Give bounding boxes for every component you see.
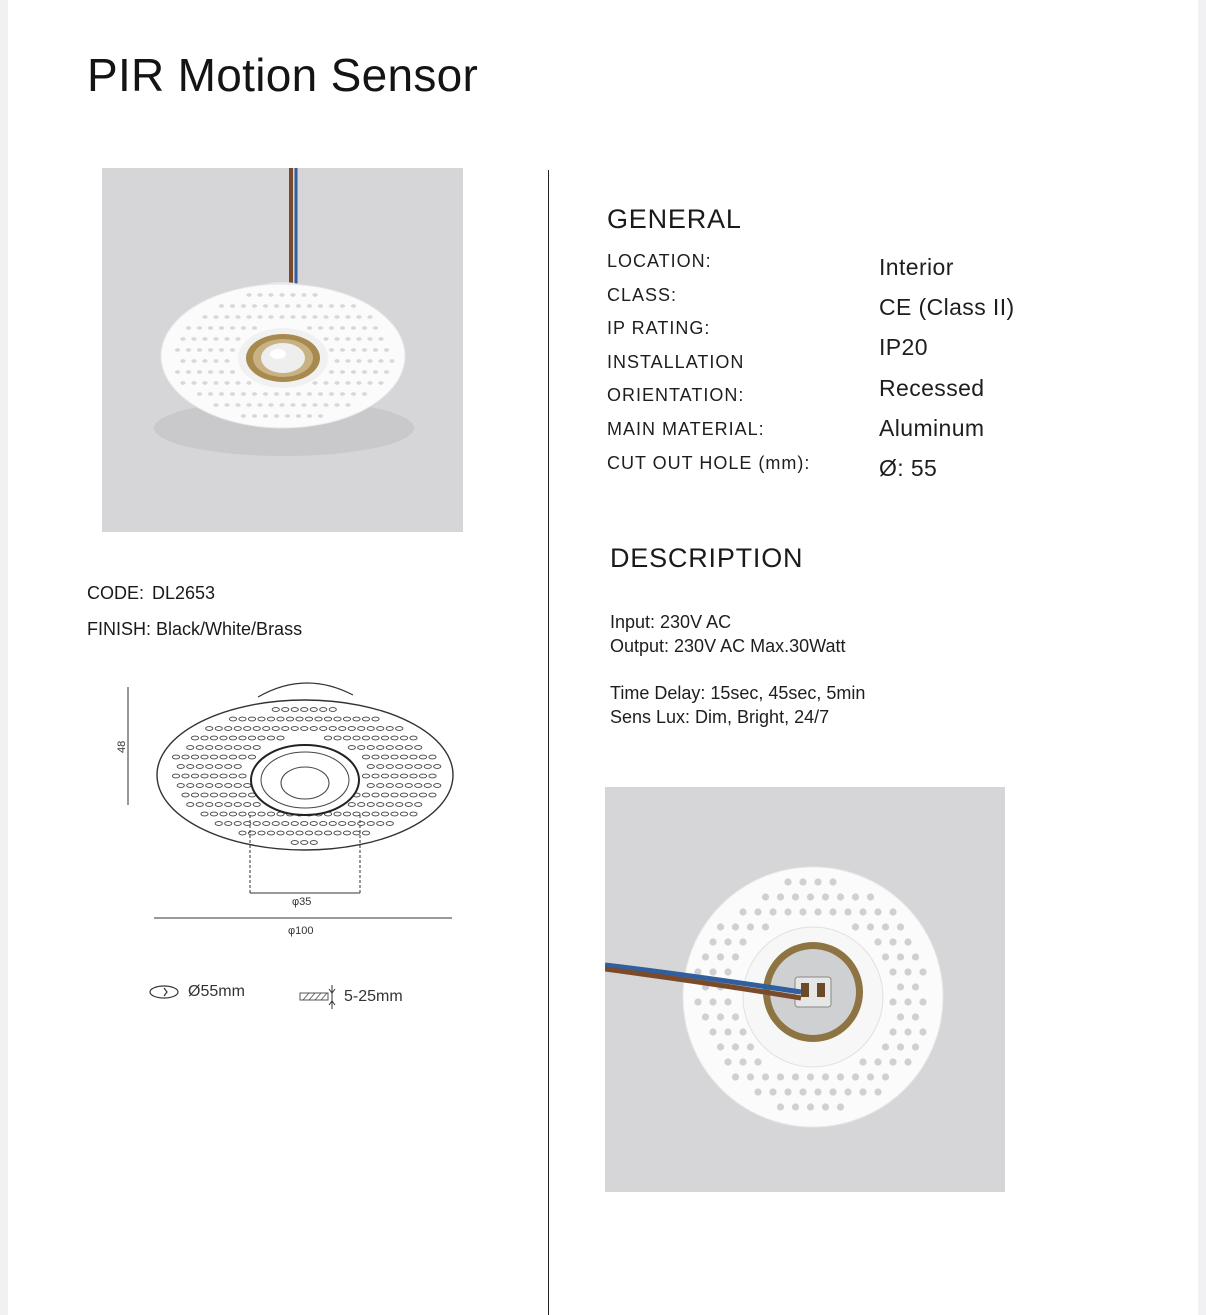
perforation-hole xyxy=(799,1088,806,1095)
perforation-hole xyxy=(822,1073,829,1080)
perforation-hole xyxy=(739,938,746,945)
perforation-hole xyxy=(732,953,739,960)
perforation-hole xyxy=(874,908,881,915)
perforation-hole xyxy=(290,403,295,407)
spec-value-class: CE (Class II) xyxy=(879,294,1015,321)
perforation-hole xyxy=(268,403,273,407)
perforation-hole xyxy=(717,1043,724,1050)
perforation-hole xyxy=(882,923,889,930)
perforation-hole xyxy=(246,293,251,297)
perforation-hole xyxy=(356,359,361,363)
perforation-hole xyxy=(334,337,339,341)
perforation-hole xyxy=(777,1103,784,1110)
perforation-hole xyxy=(867,923,874,930)
perforation-hole xyxy=(777,893,784,900)
perforation-hole xyxy=(340,348,345,352)
perforation-hole xyxy=(709,938,716,945)
perforation-hole xyxy=(867,1073,874,1080)
technical-drawing xyxy=(108,675,468,940)
perforation-hole xyxy=(837,1073,844,1080)
perforation-hole xyxy=(263,414,268,418)
perforation-hole xyxy=(904,1028,911,1035)
perforation-hole xyxy=(340,370,345,374)
perforation-hole xyxy=(724,1028,731,1035)
perforation-hole xyxy=(709,968,716,975)
perforation-hole xyxy=(257,403,262,407)
perforation-hole xyxy=(329,326,334,330)
perforation-hole xyxy=(378,359,383,363)
finish-value: Black/White/Brass xyxy=(156,619,303,639)
perforation-hole xyxy=(904,938,911,945)
perforation-hole xyxy=(323,403,328,407)
perforation-hole xyxy=(912,1013,919,1020)
perforation-hole xyxy=(367,337,372,341)
perforation-hole xyxy=(279,403,284,407)
perforation-hole xyxy=(362,370,367,374)
page-title: PIR Motion Sensor xyxy=(87,49,479,101)
perforation-hole xyxy=(296,392,301,396)
perforation-hole xyxy=(345,381,350,385)
perforation-hole xyxy=(312,293,317,297)
perforation-hole xyxy=(191,337,196,341)
perforation-hole xyxy=(378,381,383,385)
cutout-legend-label: Ø55mm xyxy=(188,983,245,1000)
perforation-hole xyxy=(373,326,378,330)
perforation-hole xyxy=(230,392,235,396)
perforation-hole xyxy=(769,1088,776,1095)
perforation-hole xyxy=(191,359,196,363)
perforation-hole xyxy=(362,326,367,330)
perforation-hole xyxy=(219,304,224,308)
perforation-hole xyxy=(717,1013,724,1020)
perforation-hole xyxy=(919,968,926,975)
perforation-hole xyxy=(246,315,251,319)
perforation-hole xyxy=(257,315,262,319)
perforation-hole xyxy=(285,304,290,308)
perforation-hole xyxy=(384,370,389,374)
perforation-hole xyxy=(329,348,334,352)
perforation-hole xyxy=(351,304,356,308)
perforation-hole xyxy=(307,392,312,396)
perforation-hole xyxy=(844,908,851,915)
perforation-hole xyxy=(219,392,224,396)
description-sens-lux: Sens Lux: Dim, Bright, 24/7 xyxy=(610,707,830,727)
column-divider xyxy=(548,170,549,1315)
perforation-hole xyxy=(762,923,769,930)
perforation-hole xyxy=(175,348,180,352)
perforation-hole xyxy=(180,359,185,363)
perforation-hole xyxy=(202,337,207,341)
perforation-hole xyxy=(897,1013,904,1020)
perforation-hole xyxy=(882,1043,889,1050)
perforation-hole xyxy=(822,893,829,900)
perforation-hole xyxy=(777,1073,784,1080)
perforation-hole xyxy=(252,326,257,330)
outer-diameter-label: φ100 xyxy=(288,925,314,937)
perforation-hole xyxy=(912,953,919,960)
perforation-hole xyxy=(356,381,361,385)
product-photo-back xyxy=(605,787,1005,1192)
perforation-hole xyxy=(724,938,731,945)
perforation-hole xyxy=(252,414,257,418)
perforation-hole xyxy=(340,304,345,308)
perforation-hole xyxy=(230,348,235,352)
perforation-hole xyxy=(852,1073,859,1080)
perforation-hole xyxy=(784,1088,791,1095)
perforation-hole xyxy=(747,923,754,930)
perforation-hole xyxy=(807,1103,814,1110)
perforation-hole xyxy=(213,359,218,363)
description-output: Output: 230V AC Max.30Watt xyxy=(610,636,846,656)
perforation-hole xyxy=(219,370,224,374)
perforation-hole xyxy=(312,381,317,385)
perforation-hole xyxy=(230,326,235,330)
perforation-hole xyxy=(709,998,716,1005)
perforation-hole xyxy=(224,403,229,407)
perforation-hole xyxy=(852,923,859,930)
perforation-hole xyxy=(318,326,323,330)
perforation-hole xyxy=(747,1073,754,1080)
perforation-hole xyxy=(202,359,207,363)
perforation-hole xyxy=(904,968,911,975)
perforation-hole xyxy=(822,1103,829,1110)
perforation-hole xyxy=(241,304,246,308)
perforation-hole xyxy=(296,304,301,308)
perforation-hole xyxy=(724,998,731,1005)
perforation-hole xyxy=(213,315,218,319)
perforation-hole xyxy=(867,893,874,900)
perforation-hole xyxy=(919,998,926,1005)
perforation-hole xyxy=(329,304,334,308)
perforation-hole xyxy=(362,348,367,352)
perforation-hole xyxy=(274,414,279,418)
perforation-hole xyxy=(208,326,213,330)
perforation-hole xyxy=(739,1028,746,1035)
perforation-hole xyxy=(904,998,911,1005)
perforation-hole xyxy=(323,337,328,341)
perforation-hole xyxy=(897,953,904,960)
perforation-hole xyxy=(378,337,383,341)
perforation-hole xyxy=(837,1103,844,1110)
perforation-hole xyxy=(318,392,323,396)
perforation-hole xyxy=(889,998,896,1005)
perforation-hole xyxy=(301,315,306,319)
perforation-hole xyxy=(362,392,367,396)
spec-label-cut-out-hole: CUT OUT HOLE (mm): xyxy=(607,452,811,473)
perforation-hole xyxy=(202,315,207,319)
perforation-hole xyxy=(241,326,246,330)
perforation-hole xyxy=(889,938,896,945)
spec-label-installation: INSTALLATION xyxy=(607,351,745,372)
perforation-hole xyxy=(235,381,240,385)
spec-label-main-material: MAIN MATERIAL: xyxy=(607,418,765,439)
perforation-hole xyxy=(814,1088,821,1095)
perforation-hole xyxy=(792,893,799,900)
perforation-hole xyxy=(367,381,372,385)
perforation-hole xyxy=(186,370,191,374)
spec-label-orientation: ORIENTATION: xyxy=(607,385,745,406)
perforation-hole xyxy=(301,293,306,297)
description-settings xyxy=(610,681,865,729)
spec-label-class: CLASS: xyxy=(607,284,678,305)
perforation-hole xyxy=(844,1088,851,1095)
perforation-hole xyxy=(197,326,202,330)
perforation-hole xyxy=(373,348,378,352)
perforation-hole xyxy=(814,878,821,885)
perforation-hole xyxy=(739,1058,746,1065)
general-heading: GENERAL xyxy=(607,204,742,234)
perforation-hole xyxy=(263,392,268,396)
perforation-hole xyxy=(732,1073,739,1080)
perforation-hole xyxy=(351,326,356,330)
perforation-hole xyxy=(235,337,240,341)
perforation-hole xyxy=(307,414,312,418)
perforation-hole xyxy=(351,392,356,396)
sensor-back-illustration xyxy=(605,787,1005,1192)
finish-label: FINISH: xyxy=(87,619,152,639)
perforation-hole xyxy=(175,370,180,374)
perforation-hole xyxy=(263,304,268,308)
perforation-hole xyxy=(224,381,229,385)
perforation-hole xyxy=(285,392,290,396)
perforation-hole xyxy=(717,953,724,960)
perforation-hole xyxy=(180,337,185,341)
perforation-hole xyxy=(219,348,224,352)
perforation-hole xyxy=(754,908,761,915)
perforation-hole xyxy=(889,1028,896,1035)
perforation-hole xyxy=(345,403,350,407)
perforation-hole xyxy=(792,1073,799,1080)
perforation-hole xyxy=(732,1013,739,1020)
perforation-hole xyxy=(874,1058,881,1065)
perforation-hole xyxy=(762,893,769,900)
perforation-hole xyxy=(702,1013,709,1020)
perforation-hole xyxy=(334,381,339,385)
perforation-hole xyxy=(792,1103,799,1110)
spec-value-location: Interior xyxy=(879,254,954,280)
perforation-hole xyxy=(897,923,904,930)
perforation-hole xyxy=(852,893,859,900)
perforation-hole xyxy=(213,381,218,385)
perforation-hole xyxy=(351,370,356,374)
perforation-hole xyxy=(724,1058,731,1065)
perforation-hole xyxy=(829,1088,836,1095)
perforation-hole xyxy=(307,304,312,308)
perforation-hole xyxy=(837,893,844,900)
perforation-hole xyxy=(784,878,791,885)
perforation-hole xyxy=(307,326,312,330)
perforation-hole xyxy=(246,403,251,407)
perforation-hole xyxy=(230,304,235,308)
perforation-hole xyxy=(373,370,378,374)
perforation-hole xyxy=(882,953,889,960)
perforation-hole xyxy=(252,392,257,396)
perforation-hole xyxy=(241,414,246,418)
perforation-hole xyxy=(268,293,273,297)
perforation-hole xyxy=(290,315,295,319)
perforation-hole xyxy=(191,381,196,385)
perforation-hole xyxy=(279,293,284,297)
perforation-hole xyxy=(285,414,290,418)
perforation-hole xyxy=(224,337,229,341)
perforation-hole xyxy=(912,1043,919,1050)
code-label: CODE: xyxy=(87,583,145,603)
perforation-hole xyxy=(186,326,191,330)
perforation-hole xyxy=(874,1088,881,1095)
perforation-hole xyxy=(384,348,389,352)
perforation-hole xyxy=(356,337,361,341)
perforation-hole xyxy=(919,1028,926,1035)
perforation-hole xyxy=(323,381,328,385)
perforation-hole xyxy=(197,392,202,396)
perforation-hole xyxy=(897,983,904,990)
perforation-hole xyxy=(279,315,284,319)
perforation-hole xyxy=(367,315,372,319)
code-value: DL2653 xyxy=(152,583,216,603)
perforation-hole xyxy=(784,908,791,915)
cutout-hole-icon xyxy=(148,983,182,1001)
spec-value-installation: Recessed xyxy=(879,374,985,401)
perforation-hole xyxy=(807,1073,814,1080)
perforation-hole xyxy=(213,337,218,341)
perforation-hole xyxy=(290,293,295,297)
perforation-hole xyxy=(889,1058,896,1065)
perforation-hole xyxy=(323,315,328,319)
spec-label-list xyxy=(607,250,810,485)
perforation-hole xyxy=(345,359,350,363)
perforation-hole xyxy=(180,381,185,385)
perforation-hole xyxy=(252,304,257,308)
perforation-hole xyxy=(197,348,202,352)
perforation-hole xyxy=(754,1088,761,1095)
perforation-hole xyxy=(732,923,739,930)
perforation-hole xyxy=(312,315,317,319)
perforation-hole xyxy=(340,326,345,330)
perforation-hole xyxy=(318,304,323,308)
dimension-drawing xyxy=(108,675,468,940)
product-code xyxy=(87,583,215,604)
perforation-hole xyxy=(224,315,229,319)
perforation-hole xyxy=(208,392,213,396)
perforation-hole xyxy=(769,908,776,915)
perforation-hole xyxy=(897,1043,904,1050)
perforation-hole xyxy=(814,908,821,915)
perforation-hole xyxy=(296,414,301,418)
perforation-hole xyxy=(246,381,251,385)
perforation-hole xyxy=(702,953,709,960)
spec-value-ip-rating: IP20 xyxy=(879,334,928,361)
height-dimension-label: 48 xyxy=(116,740,128,753)
perforation-hole xyxy=(345,315,350,319)
perforation-hole xyxy=(367,359,372,363)
spec-value-cut-out-hole: Ø: 55 xyxy=(879,454,938,481)
perforation-hole xyxy=(312,403,317,407)
perforation-hole xyxy=(340,392,345,396)
perforation-hole xyxy=(274,392,279,396)
description-power xyxy=(610,610,845,658)
perforation-hole xyxy=(829,908,836,915)
perforation-hole xyxy=(202,381,207,385)
description-input: Input: 230V AC xyxy=(610,612,732,632)
perforation-hole xyxy=(334,315,339,319)
product-photo-front xyxy=(102,168,463,532)
spec-value-material: Aluminum xyxy=(879,414,985,441)
perforation-hole xyxy=(329,392,334,396)
perforation-hole xyxy=(799,908,806,915)
perforation-hole xyxy=(889,968,896,975)
perforation-hole xyxy=(351,348,356,352)
spec-label-ip-rating: IP RATING: xyxy=(607,318,711,339)
perforation-hole xyxy=(724,968,731,975)
cutout-legend xyxy=(148,983,245,1001)
spec-label-location: LOCATION: xyxy=(607,251,712,271)
inner-diameter-label: φ35 xyxy=(292,896,312,908)
ceiling-thickness-label: 5-25mm xyxy=(344,988,403,1005)
perforation-hole xyxy=(747,1043,754,1050)
perforation-hole xyxy=(208,370,213,374)
perforation-hole xyxy=(219,326,224,330)
perforation-hole xyxy=(807,893,814,900)
perforation-hole xyxy=(197,370,202,374)
perforation-hole xyxy=(709,1028,716,1035)
perforation-hole xyxy=(799,878,806,885)
perforation-hole xyxy=(329,370,334,374)
perforation-hole xyxy=(859,908,866,915)
perforation-hole xyxy=(389,359,394,363)
perforation-hole xyxy=(230,370,235,374)
perforation-hole xyxy=(912,983,919,990)
perforation-hole xyxy=(739,908,746,915)
description-heading: DESCRIPTION xyxy=(610,543,804,573)
perforation-hole xyxy=(754,1058,761,1065)
perforation-hole xyxy=(186,348,191,352)
perforation-hole xyxy=(904,1058,911,1065)
perforation-hole xyxy=(717,923,724,930)
perforation-hole xyxy=(274,304,279,308)
ceiling-thickness-legend xyxy=(298,983,403,1011)
perforation-hole xyxy=(334,403,339,407)
perforation-hole xyxy=(224,359,229,363)
perforation-hole xyxy=(859,1088,866,1095)
perforation-hole xyxy=(318,414,323,418)
perforation-hole xyxy=(859,1058,866,1065)
perforation-hole xyxy=(882,1073,889,1080)
perforation-hole xyxy=(268,315,273,319)
perforation-hole xyxy=(235,315,240,319)
perforation-hole xyxy=(241,392,246,396)
perforation-hole xyxy=(334,359,339,363)
sensor-front-illustration xyxy=(102,168,463,532)
perforation-hole xyxy=(301,403,306,407)
perforation-hole xyxy=(829,878,836,885)
perforation-hole xyxy=(874,938,881,945)
description-time-delay: Time Delay: 15sec, 45sec, 5min xyxy=(610,683,866,703)
product-finish xyxy=(87,619,302,640)
perforation-hole xyxy=(889,908,896,915)
perforation-hole xyxy=(208,348,213,352)
perforation-hole xyxy=(694,998,701,1005)
perforation-hole xyxy=(213,403,218,407)
perforation-hole xyxy=(762,1073,769,1080)
perforation-hole xyxy=(732,1043,739,1050)
perforation-hole xyxy=(345,337,350,341)
ceiling-thickness-icon xyxy=(298,983,338,1011)
spec-value-list xyxy=(879,254,1015,495)
perforation-hole xyxy=(235,403,240,407)
perforation-hole xyxy=(257,293,262,297)
perforation-hole xyxy=(356,315,361,319)
